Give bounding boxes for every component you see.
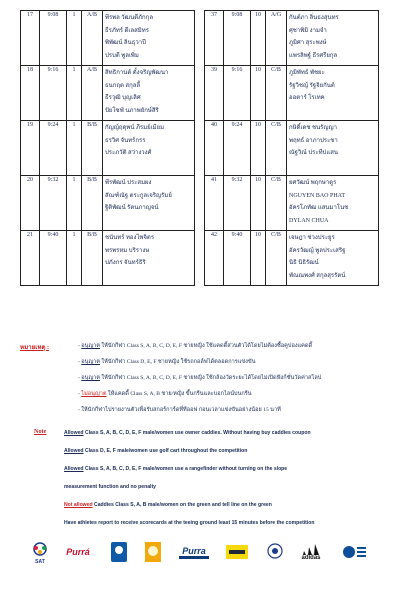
tee-time: 9:24 <box>40 121 67 176</box>
world-golf-logo <box>340 540 368 564</box>
purra-vitamin-logo: Purra <box>176 540 212 564</box>
table-row <box>21 121 195 176</box>
player-name: ธีรวุฒิ บุญเลิศ <box>105 95 141 101</box>
group-number: 21 <box>21 231 40 286</box>
player-name: นิธิ นิธิรัฒน์ <box>289 260 319 266</box>
tee-time: 9:16 <box>224 66 251 121</box>
tee-number: 1 <box>67 66 82 121</box>
english-note-line: Have athletes report to receive scorecards at the teeing ground least 15 minutes before the competition <box>64 520 315 526</box>
class-code: C/B <box>266 231 287 286</box>
group-number: 18 <box>21 66 40 121</box>
tee-number: 1 <box>67 121 82 176</box>
table-row <box>205 231 379 286</box>
player-name: กัญญ์ฤดุพน์ ภีรมย์เมียม <box>105 125 165 131</box>
group-number: 37 <box>205 11 224 66</box>
player-name: ประภวัติ สว่างวงศ์ <box>105 150 152 156</box>
player-name: อัครโภทัฒ แสนมาโนช <box>289 205 349 211</box>
players-cell <box>103 11 195 66</box>
players-cell <box>103 231 195 286</box>
class-code: A/B <box>82 11 103 66</box>
note-keyword: Allowed <box>64 466 84 472</box>
tee-number: 1 <box>67 176 82 231</box>
player-name: ปัยโซฟ์ นภาพยักษ์สิริ <box>105 107 159 114</box>
table-row <box>21 66 195 121</box>
note-keyword: อนุญาต <box>81 359 100 365</box>
player-name: ศุชาพิมิ งามจำ <box>289 27 327 34</box>
adidas-logo: adidas <box>296 540 326 564</box>
english-note-line: Not allowed Caddies Class S, A, B male/women on the green and tell line on the green <box>64 502 272 508</box>
player-name: อัครวัฒญ์ พูลประเสริฐ <box>289 247 346 254</box>
player-name: รัฐวิชญ์ รัฐจิยกันต์ <box>289 82 335 89</box>
player-name: สิทธิกานต์ ตั้งจริญพัฒนา <box>105 70 169 76</box>
players-cell <box>287 176 379 231</box>
tee-time: 9:40 <box>40 231 67 286</box>
table-row <box>205 121 379 176</box>
class-code: A/B <box>82 66 103 121</box>
class-code: C/B <box>266 66 287 121</box>
tee-time: 9:16 <box>40 66 67 121</box>
tee-number: 10 <box>251 66 266 121</box>
group-number: 20 <box>21 176 40 231</box>
player-name: กันต์ภา ลิ่นธงสุนทร <box>289 15 339 21</box>
player-name: ณัฐวิณ์ ประทีปแสน <box>289 150 338 156</box>
note-keyword: Allowed <box>64 430 84 436</box>
players-cell <box>287 66 379 121</box>
tee-number: 10 <box>251 11 266 66</box>
english-note-line: Allowed Class S, A, B, C, D, E, F male/women use a rangefinder without turning on the slope <box>64 466 288 472</box>
player-name: ฐิติพัฒน์ รัตนภาญจน์ <box>105 205 159 211</box>
thai-note-line: - อนุญาต ให้นักกีฬา Class S, A, B, C, D, E, F ชายหญิง ใช้แคดดี้ส่วนตัวได้โดยไม่ต้องซื้อคูปองแคดดี้ <box>78 343 313 349</box>
players-cell <box>287 11 379 66</box>
player-name: ธรวิศ จันทร์กรร <box>105 137 146 144</box>
player-name: DYLAN CHUA <box>289 217 329 224</box>
schedule-table-right <box>204 10 379 286</box>
player-name: ออตาร์ โรเทค <box>289 95 325 101</box>
players-cell <box>103 121 195 176</box>
sat-logo: SAT <box>28 540 52 564</box>
group-number: 19 <box>21 121 40 176</box>
table-row <box>205 66 379 121</box>
seal-logo <box>142 540 164 564</box>
player-name: ปภังกร จันทร์ธิริ <box>105 260 146 266</box>
player-name: ภูมิศา สุระพงษ์ <box>289 40 327 46</box>
english-note-line: measurement function and no penalty <box>64 484 156 490</box>
player-name: ชนันทร์ ทองไพจิตร <box>105 235 155 241</box>
group-number: 39 <box>205 66 224 121</box>
tee-number: 10 <box>251 231 266 286</box>
player-name: แพรลิพฐ์ ธีรศรียกุล <box>289 52 338 59</box>
sponsor-logos <box>28 540 388 564</box>
note-keyword: อนุญาต <box>81 375 100 381</box>
schedule-table-left <box>20 10 195 286</box>
note-keyword: อนุญาต <box>81 343 100 349</box>
player-name: NGUYEN BAO PHAT <box>289 192 346 199</box>
tee-time: 9:08 <box>40 11 67 66</box>
class-code: B/B <box>82 121 103 176</box>
thai-note-line: - อนุญาต ให้นักกีฬา Class D, E, F ชายหญิง ใช้รถกอล์ฟได้ตลอดการแข่งขัน <box>78 359 256 365</box>
notes-label-thai: หมายเหตุ : <box>20 344 50 351</box>
class-code: B/B <box>82 231 103 286</box>
note-keyword: Not allowed <box>64 502 93 508</box>
golf-association-logo <box>264 540 286 564</box>
group-number: 40 <box>205 121 224 176</box>
players-cell <box>103 176 195 231</box>
table-row <box>21 176 195 231</box>
tee-time: 9:24 <box>224 121 251 176</box>
purra-logo: Purrá <box>66 547 90 557</box>
table-row <box>205 11 379 66</box>
class-code: B/B <box>82 176 103 231</box>
tee-number: 10 <box>251 121 266 176</box>
tee-time: 9:40 <box>224 231 251 286</box>
tee-number: 1 <box>67 11 82 66</box>
emblem-logo <box>108 540 130 564</box>
notes-label-english: Note <box>34 428 47 435</box>
note-keyword: Allowed <box>64 448 84 454</box>
player-name: ภูมิพัทธ์ พัชยะ <box>289 70 325 76</box>
player-name: พีรพัฒน์ ประสมผง <box>105 180 152 186</box>
player-name: ธนกฤต สกุลลี้ <box>105 82 141 89</box>
player-name: ยศวัฒน์ พฤกษาดูร <box>289 180 337 186</box>
group-number: 17 <box>21 11 40 66</box>
english-note-line: Allowed Class D, E, F male/women use golf cart throughout the competition <box>64 448 248 454</box>
table-row <box>205 176 379 231</box>
player-name: พีรพล วัฒนดีภักกุล <box>105 15 153 21</box>
class-code: A/G <box>266 11 287 66</box>
table-row <box>21 11 195 66</box>
tee-number: 10 <box>251 176 266 231</box>
yellow-logo <box>226 540 248 564</box>
thai-note-line: - ให้นักกีฬาไปรายงานตัวเพื่อรับสกอร์การ์ดที่ทีออฟ ก่อนเวลาแข่งขันอย่างน้อย 15 นาที <box>78 407 281 413</box>
tee-time: 9:32 <box>224 176 251 231</box>
player-name: พรพรหม บริรางษ <box>105 247 150 254</box>
note-keyword: ไม่อนุญาต <box>81 391 107 397</box>
players-cell <box>103 66 195 121</box>
tee-time: 9:32 <box>40 176 67 231</box>
table-row <box>21 231 195 286</box>
class-code: C/B <box>266 176 287 231</box>
player-name: เจษฎา ช่วงประยูร <box>289 235 335 241</box>
group-number: 41 <box>205 176 224 231</box>
player-name: พัณณพงศ์ สกุลสุรรัตน์ <box>289 272 346 279</box>
class-code: C/B <box>266 121 287 176</box>
players-cell <box>287 231 379 286</box>
player-name: สัณฑ์ณัฐ ตระกูลเจริญรัมย์ <box>105 192 172 199</box>
player-name: พิพัฒน์ ลินธุวาปี <box>105 40 146 46</box>
tee-number: 1 <box>67 231 82 286</box>
players-cell <box>287 121 379 176</box>
player-name: ปรบดี พูลเพิ่ม <box>105 52 139 59</box>
player-name: กษิดิ์เดช ชนรัญญา <box>289 125 337 131</box>
english-note-line: Allowed Class S, A, B, C, D, E, F male/women use owner caddies. Without having buy caddies coupon <box>64 430 311 436</box>
group-number: 42 <box>205 231 224 286</box>
thai-note-line: - อนุญาต ให้นักกีฬา Class S, A, B, C, D, E, F ชายหญิง ใช้กล้องวัดระยะได้โดยไม่เปิดฟังก์ชั่นวัดค่าสโลป <box>78 375 322 381</box>
tee-time: 9:08 <box>224 11 251 66</box>
player-name: ธีรภัทร์ ดีเลสมิทร <box>105 27 149 34</box>
player-name: พฤทธ์ อาภาประชา <box>289 137 338 144</box>
thai-note-line: - ไม่อนุญาต ให้แคดดี้ Class S, A, B ชาย/หญิง ขึ้นกรีนและบอกไลน์บนกรีน <box>78 391 252 397</box>
